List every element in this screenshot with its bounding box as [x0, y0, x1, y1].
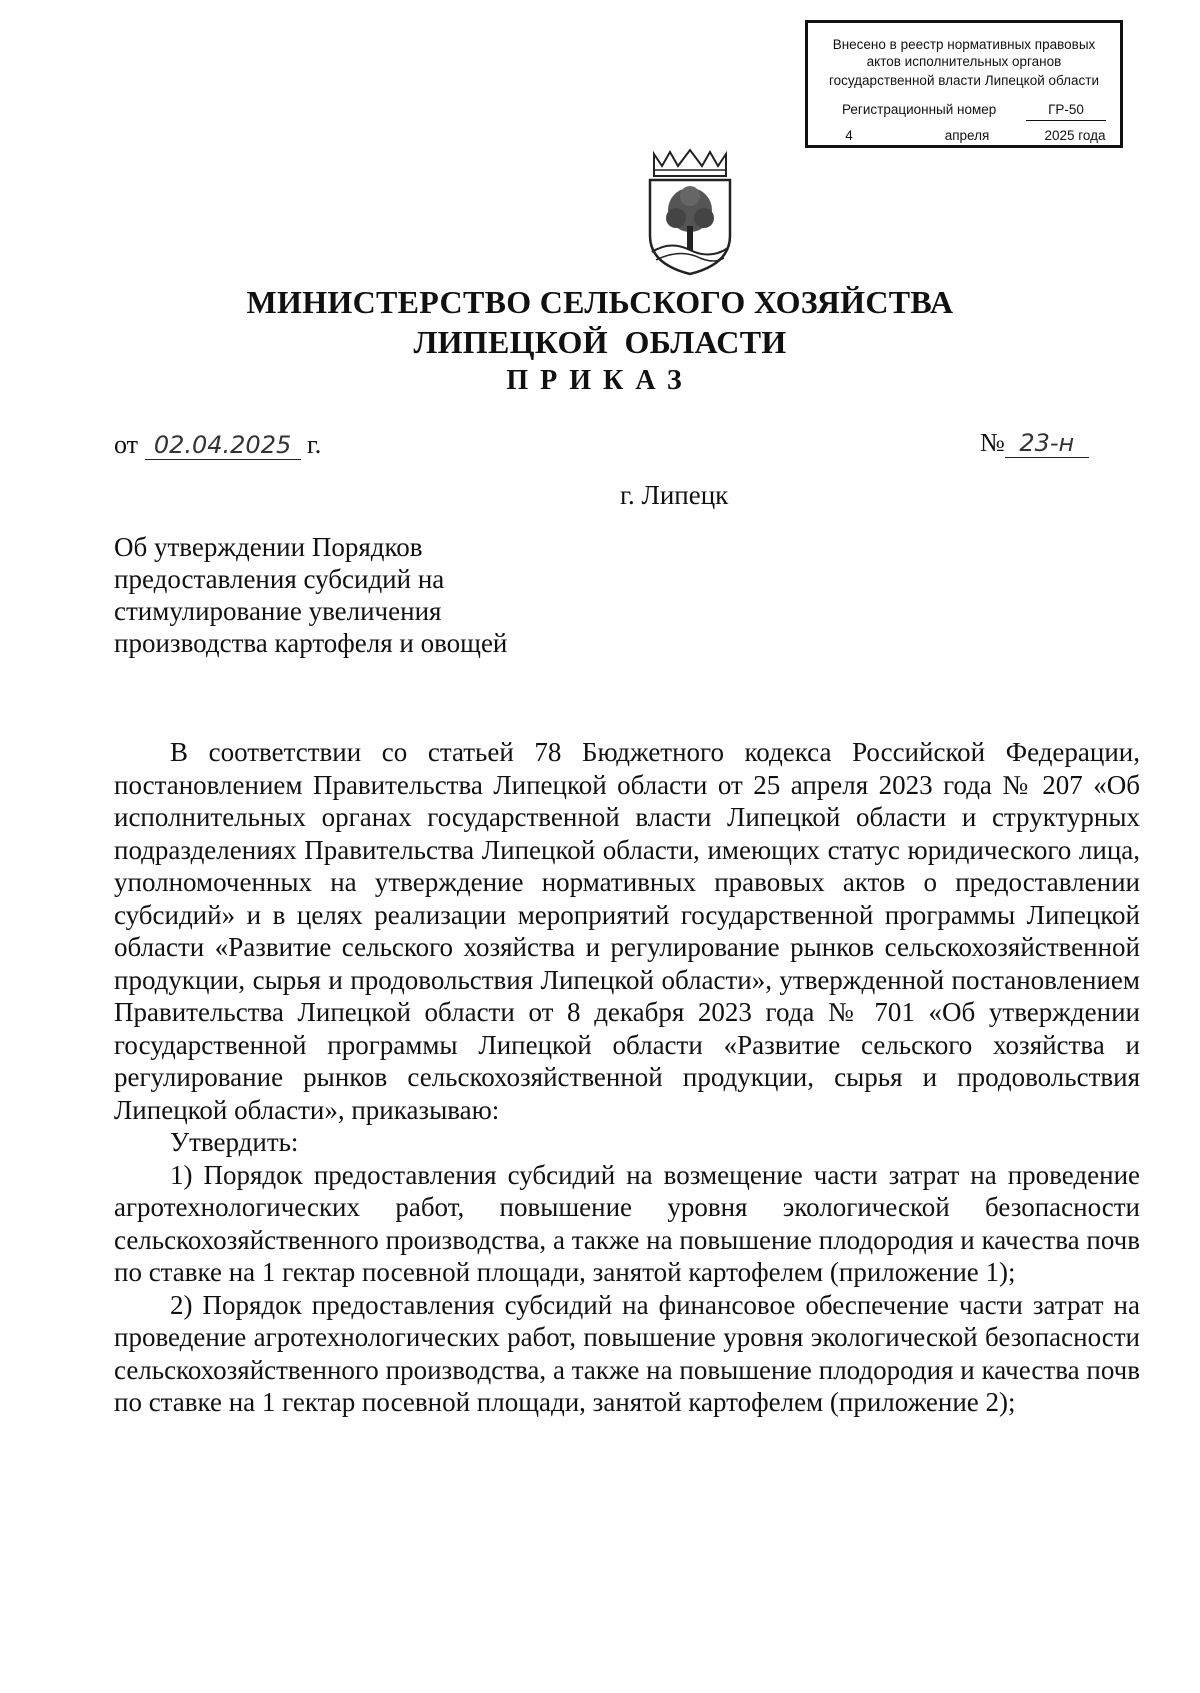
subject-line: производства картофеля и овощей: [114, 628, 508, 658]
date-value: 02.04.2025: [145, 431, 301, 460]
stamp-line-1: Внесено в реестр нормативных правовых: [832, 37, 1096, 52]
subject-line: стимулирование увеличения: [114, 596, 442, 626]
stamp-reg-label: Регистрационный номер: [842, 102, 997, 117]
stamp-line-2: актов исполнительных органов: [866, 54, 1062, 69]
stamp-line-3: государственной власти Липецкой области: [828, 73, 1100, 88]
stamp-day: 4: [818, 126, 880, 147]
date-suffix: г.: [307, 430, 322, 459]
city: г. Липецк: [620, 480, 729, 510]
number-prefix: №: [980, 428, 1005, 457]
stamp-month: апреля: [908, 126, 1026, 147]
number-value: 23-н: [1005, 429, 1089, 458]
stamp-year: 2025 года: [1030, 126, 1120, 147]
ministry-line-2: ЛИПЕЦКОЙ ОБЛАСТИ: [413, 324, 787, 360]
ministry-name: [0, 282, 1200, 362]
order-subject: [114, 531, 564, 659]
stamp-reg-number: ГР-50: [1026, 100, 1106, 121]
preamble-paragraph: В соответствии со статьей 78 Бюджетного кодекса Российской Федерации, постановлением Правительства Липецкой области от 25 апреля 2023 года № 207 «Об исполнительных органах государственной власти Липецкой области и структурных подразделениях Правительства Липецкой области, имеющих статус юридического лица, уполномоченных на утверждение нормативных правовых актов о предоставлении субсидий» и в целях реализации мероприятий государственной программы Липецкой области «Развитие сельского хозяйства и регулирование рынков сельскохозяйственной продукции, сырья и продовольствия Липецкой области», утвержденной постановлением Правительства Липецкой области от 8 декабря 2023 года № 701 «Об утверждении государственной программы Липецкой области «Развитие сельского хозяйства и регулирование рынков сельскохозяйственной продукции, сырья и продовольствия Липецкой области», приказываю:: [114, 737, 1140, 1125]
registry-stamp: [805, 20, 1123, 148]
approve-paragraph: Утвердить:: [170, 1127, 299, 1157]
item-1-paragraph: 1) Порядок предоставления субсидий на возмещение части затрат на проведение агротехнологических работ, повышение уровня экологической безопасности сельскохозяйственного производства, а также на повышение плодородия и качества почв по ставке на 1 гектар посевной площади, занятой картофелем (приложение 1);: [114, 1159, 1140, 1287]
order-body: [114, 736, 1140, 1419]
order-date: [114, 430, 321, 460]
date-prefix: от: [114, 430, 139, 459]
subject-line: Об утверждении Порядков: [114, 532, 423, 562]
document-type-title: ПРИКАЗ: [506, 365, 694, 396]
item-2-paragraph: 2) Порядок предоставления субсидий на финансовое обеспечение части затрат на проведение агротехнологических работ, повышение уровня экологической безопасности сельскохозяйственного производства, а также на повышение плодородия и качества почв по ставке на 1 гектар посевной площади, занятой картофелем (приложение 2);: [114, 1289, 1140, 1417]
order-number: [980, 428, 1089, 458]
ministry-line-1: МИНИСТЕРСТВО СЕЛЬСКОГО ХОЗЯЙСТВА: [246, 284, 954, 320]
subject-line: предоставления субсидий на: [114, 564, 445, 594]
coat-of-arms-icon: [640, 148, 740, 278]
